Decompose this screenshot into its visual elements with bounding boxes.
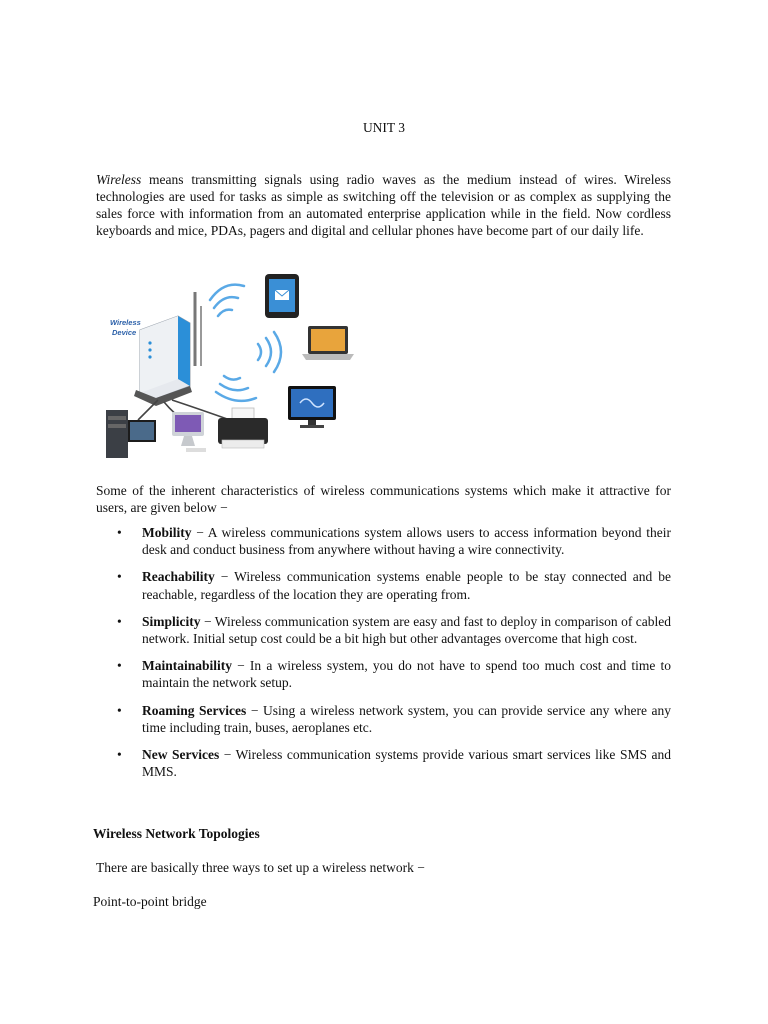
list-item — [117, 524, 671, 558]
list-item — [117, 702, 671, 736]
feature-text: − Using a wireless network system, you can provide service any where any time including train, buses, aeroplanes etc. — [142, 702, 671, 735]
wireless-router-icon — [134, 292, 201, 406]
bullet-icon: • — [117, 613, 122, 629]
feature-text: − Wireless communication system are easy and fast to deploy in comparison of cabled network. Initial setup cost could be a bit high but other advantages overcome that high cost. — [142, 613, 671, 647]
intro-body: means transmitting signals using radio waves as the medium instead of wires. Wireless technologies are used for tasks as simple as switching off the television or as complex as supplying the sales force with information from an automated enterprise application while in the field. Now cordless keyboards and mice, PDAs, pagers and digital and cellular phones have become part of our daily life. — [96, 172, 671, 238]
feature-term: Roaming Services — [142, 702, 247, 718]
feature-text: − In a wireless system, you do not have to spend too much cost and time to maintain the network setup. — [142, 658, 671, 691]
wireless-network-illustration — [100, 268, 360, 464]
feature-term: Maintainability — [142, 658, 233, 674]
bullet-icon: • — [117, 702, 122, 718]
characteristics-list — [117, 524, 671, 790]
topology-intro: There are basically three ways to set up a wireless network − — [96, 860, 425, 875]
tablet-icon — [265, 274, 299, 318]
feature-text: − A wireless communications system allows users to access information beyond their desk and conduct business from anywhere without having a wire connectivity. — [142, 525, 671, 558]
feature-text: − Wireless communication systems provide various smart services like SMS and MMS. — [142, 747, 671, 780]
unit-title: UNIT 3 — [362, 120, 406, 135]
list-item — [117, 657, 671, 691]
feature-term: Reachability — [142, 569, 215, 585]
feature-term: New Services — [142, 747, 220, 763]
feature-term: Simplicity — [142, 613, 201, 629]
bullet-icon: • — [117, 569, 122, 585]
device-label-line1: Wireless — [110, 318, 141, 327]
list-item — [117, 746, 671, 780]
section-heading: Wireless Network Topologies — [93, 826, 260, 841]
bullet-icon: • — [117, 525, 122, 540]
printer-icon — [218, 408, 268, 448]
tv-monitor-icon — [288, 386, 336, 428]
desktop-pc-icon — [106, 410, 156, 458]
list-item — [117, 613, 671, 647]
device-label-line2: Device — [112, 328, 137, 337]
bullet-icon: • — [117, 747, 122, 763]
list-item — [117, 568, 671, 602]
feature-text: − Wireless communication systems enable people to be stay connected and be reachable, regardless of the location they are operating from. — [142, 569, 671, 602]
imac-icon — [172, 412, 206, 452]
feature-term: Mobility — [142, 525, 192, 540]
laptop-icon — [302, 326, 354, 360]
intro-paragraph — [96, 171, 671, 239]
intro-lead-word: Wireless — [96, 172, 142, 187]
characteristics-intro: Some of the inherent characteristics of wireless communications systems which make it attractive for users, are given below − — [96, 483, 671, 515]
bullet-icon: • — [117, 658, 122, 674]
topology-item: Point-to-point bridge — [93, 894, 207, 909]
